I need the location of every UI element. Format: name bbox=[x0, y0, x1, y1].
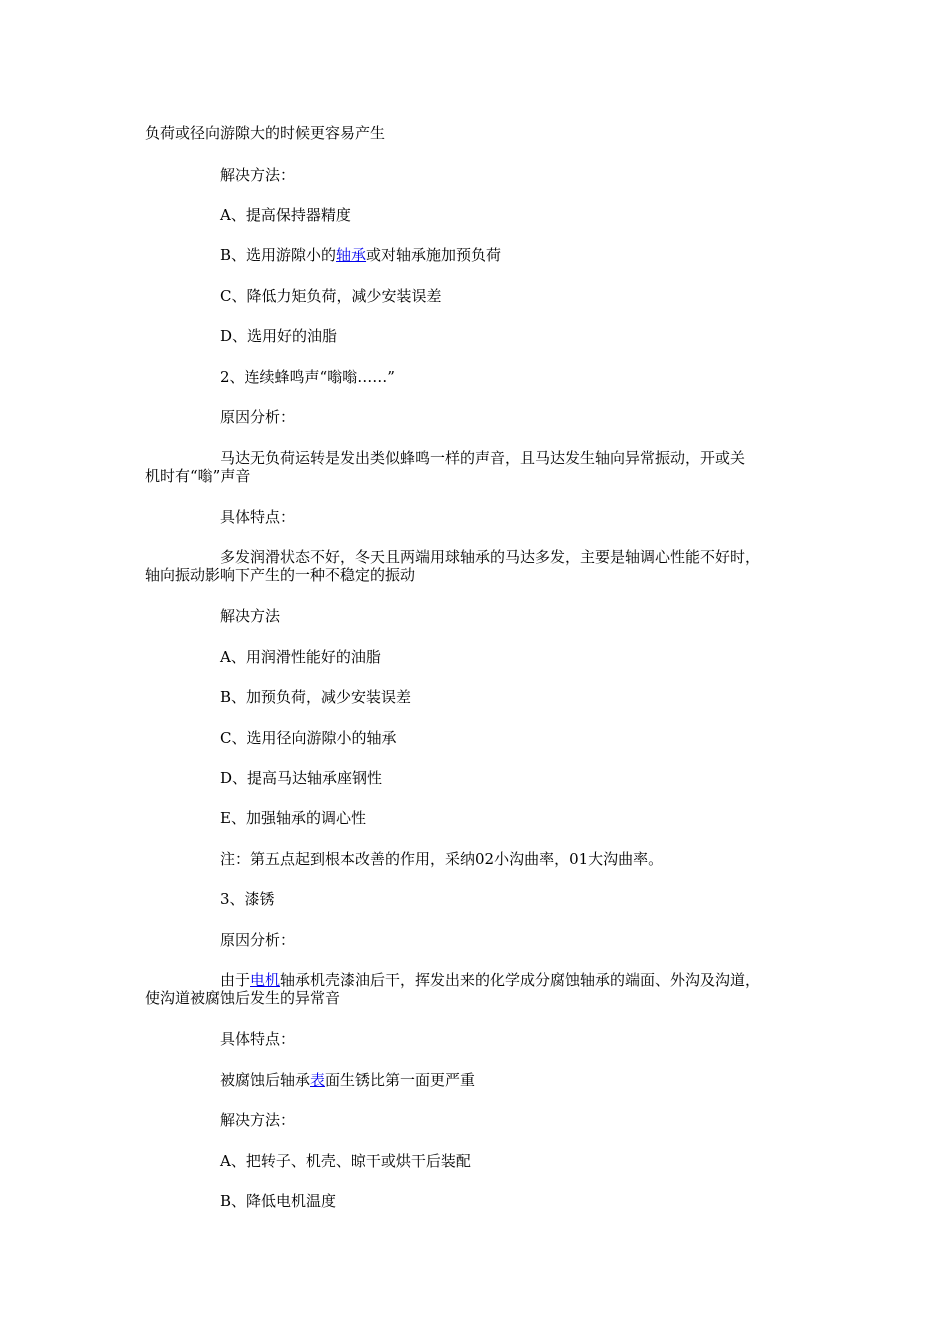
list-item: A、提高保持器精度 bbox=[220, 206, 351, 224]
paragraph-line: 机时有“嗡”声音 bbox=[145, 467, 251, 485]
text-fragment: 或对轴承施加预负荷 bbox=[366, 246, 502, 264]
text-fragment: 面生锈比第一面更严重 bbox=[325, 1071, 476, 1089]
paragraph bbox=[145, 548, 760, 584]
list-item: A、用润滑性能好的油脂 bbox=[220, 648, 381, 666]
paragraph-line: 使沟道被腐蚀后发生的异常音 bbox=[145, 989, 341, 1007]
list-item: D、选用好的油脂 bbox=[220, 327, 338, 345]
list-item bbox=[220, 246, 501, 264]
section-heading-solution: 解决方法： bbox=[220, 166, 296, 184]
section-heading-cause: 原因分析： bbox=[220, 931, 296, 949]
text-fragment: 轴承机壳漆油后干，挥发出来的化学成分腐蚀轴承的端面、外沟及沟道， bbox=[280, 971, 761, 989]
paragraph-line: 轴向振动影响下产生的一种不稳定的振动 bbox=[145, 566, 416, 584]
text-fragment: 被腐蚀后轴承 bbox=[220, 1071, 311, 1089]
list-item: E、加强轴承的调心性 bbox=[220, 809, 366, 827]
list-item: D、提高马达轴承座钢性 bbox=[220, 769, 383, 787]
list-item: C、降低力矩负荷，减少安装误差 bbox=[220, 287, 442, 305]
bearing-link[interactable]: 轴承 bbox=[336, 246, 367, 264]
paragraph bbox=[145, 449, 745, 485]
text-fragment: B、选用游隙小的 bbox=[220, 246, 337, 264]
paragraph bbox=[145, 971, 760, 1007]
section-heading-cause: 原因分析： bbox=[220, 408, 296, 426]
section-heading: 2、连续蜂鸣声“嗡嗡……” bbox=[220, 368, 395, 386]
section-heading-features: 具体特点： bbox=[220, 508, 296, 526]
list-item: B、加预负荷，减少安装误差 bbox=[220, 688, 412, 706]
list-item: A、把转子、机壳、晾干或烘干后装配 bbox=[220, 1152, 471, 1170]
list-item: B、降低电机温度 bbox=[220, 1192, 337, 1210]
section-heading-solution: 解决方法： bbox=[220, 1111, 296, 1129]
section-heading: 3、漆锈 bbox=[220, 890, 275, 908]
text-fragment: 由于 bbox=[220, 971, 251, 989]
motor-link[interactable]: 电机 bbox=[250, 971, 281, 989]
paragraph-line: 马达无负荷运转是发出类似蜂鸣一样的声音，且马达发生轴向异常振动，开或关 bbox=[220, 449, 746, 467]
section-heading-solution: 解决方法 bbox=[220, 607, 281, 625]
list-item: C、选用径向游隙小的轴承 bbox=[220, 729, 397, 747]
text-line: 负荷或径向游隙大的时候更容易产生 bbox=[145, 124, 386, 142]
paragraph-line: 多发润滑状态不好，冬天且两端用球轴承的马达多发，主要是轴调心性能不好时， bbox=[220, 548, 761, 566]
surface-link[interactable]: 表 bbox=[310, 1071, 326, 1089]
section-heading-features: 具体特点： bbox=[220, 1030, 296, 1048]
note: 注：第五点起到根本改善的作用，采纳02小沟曲率，01大沟曲率。 bbox=[220, 850, 664, 868]
paragraph-line bbox=[145, 971, 760, 989]
text-line bbox=[220, 1071, 475, 1089]
